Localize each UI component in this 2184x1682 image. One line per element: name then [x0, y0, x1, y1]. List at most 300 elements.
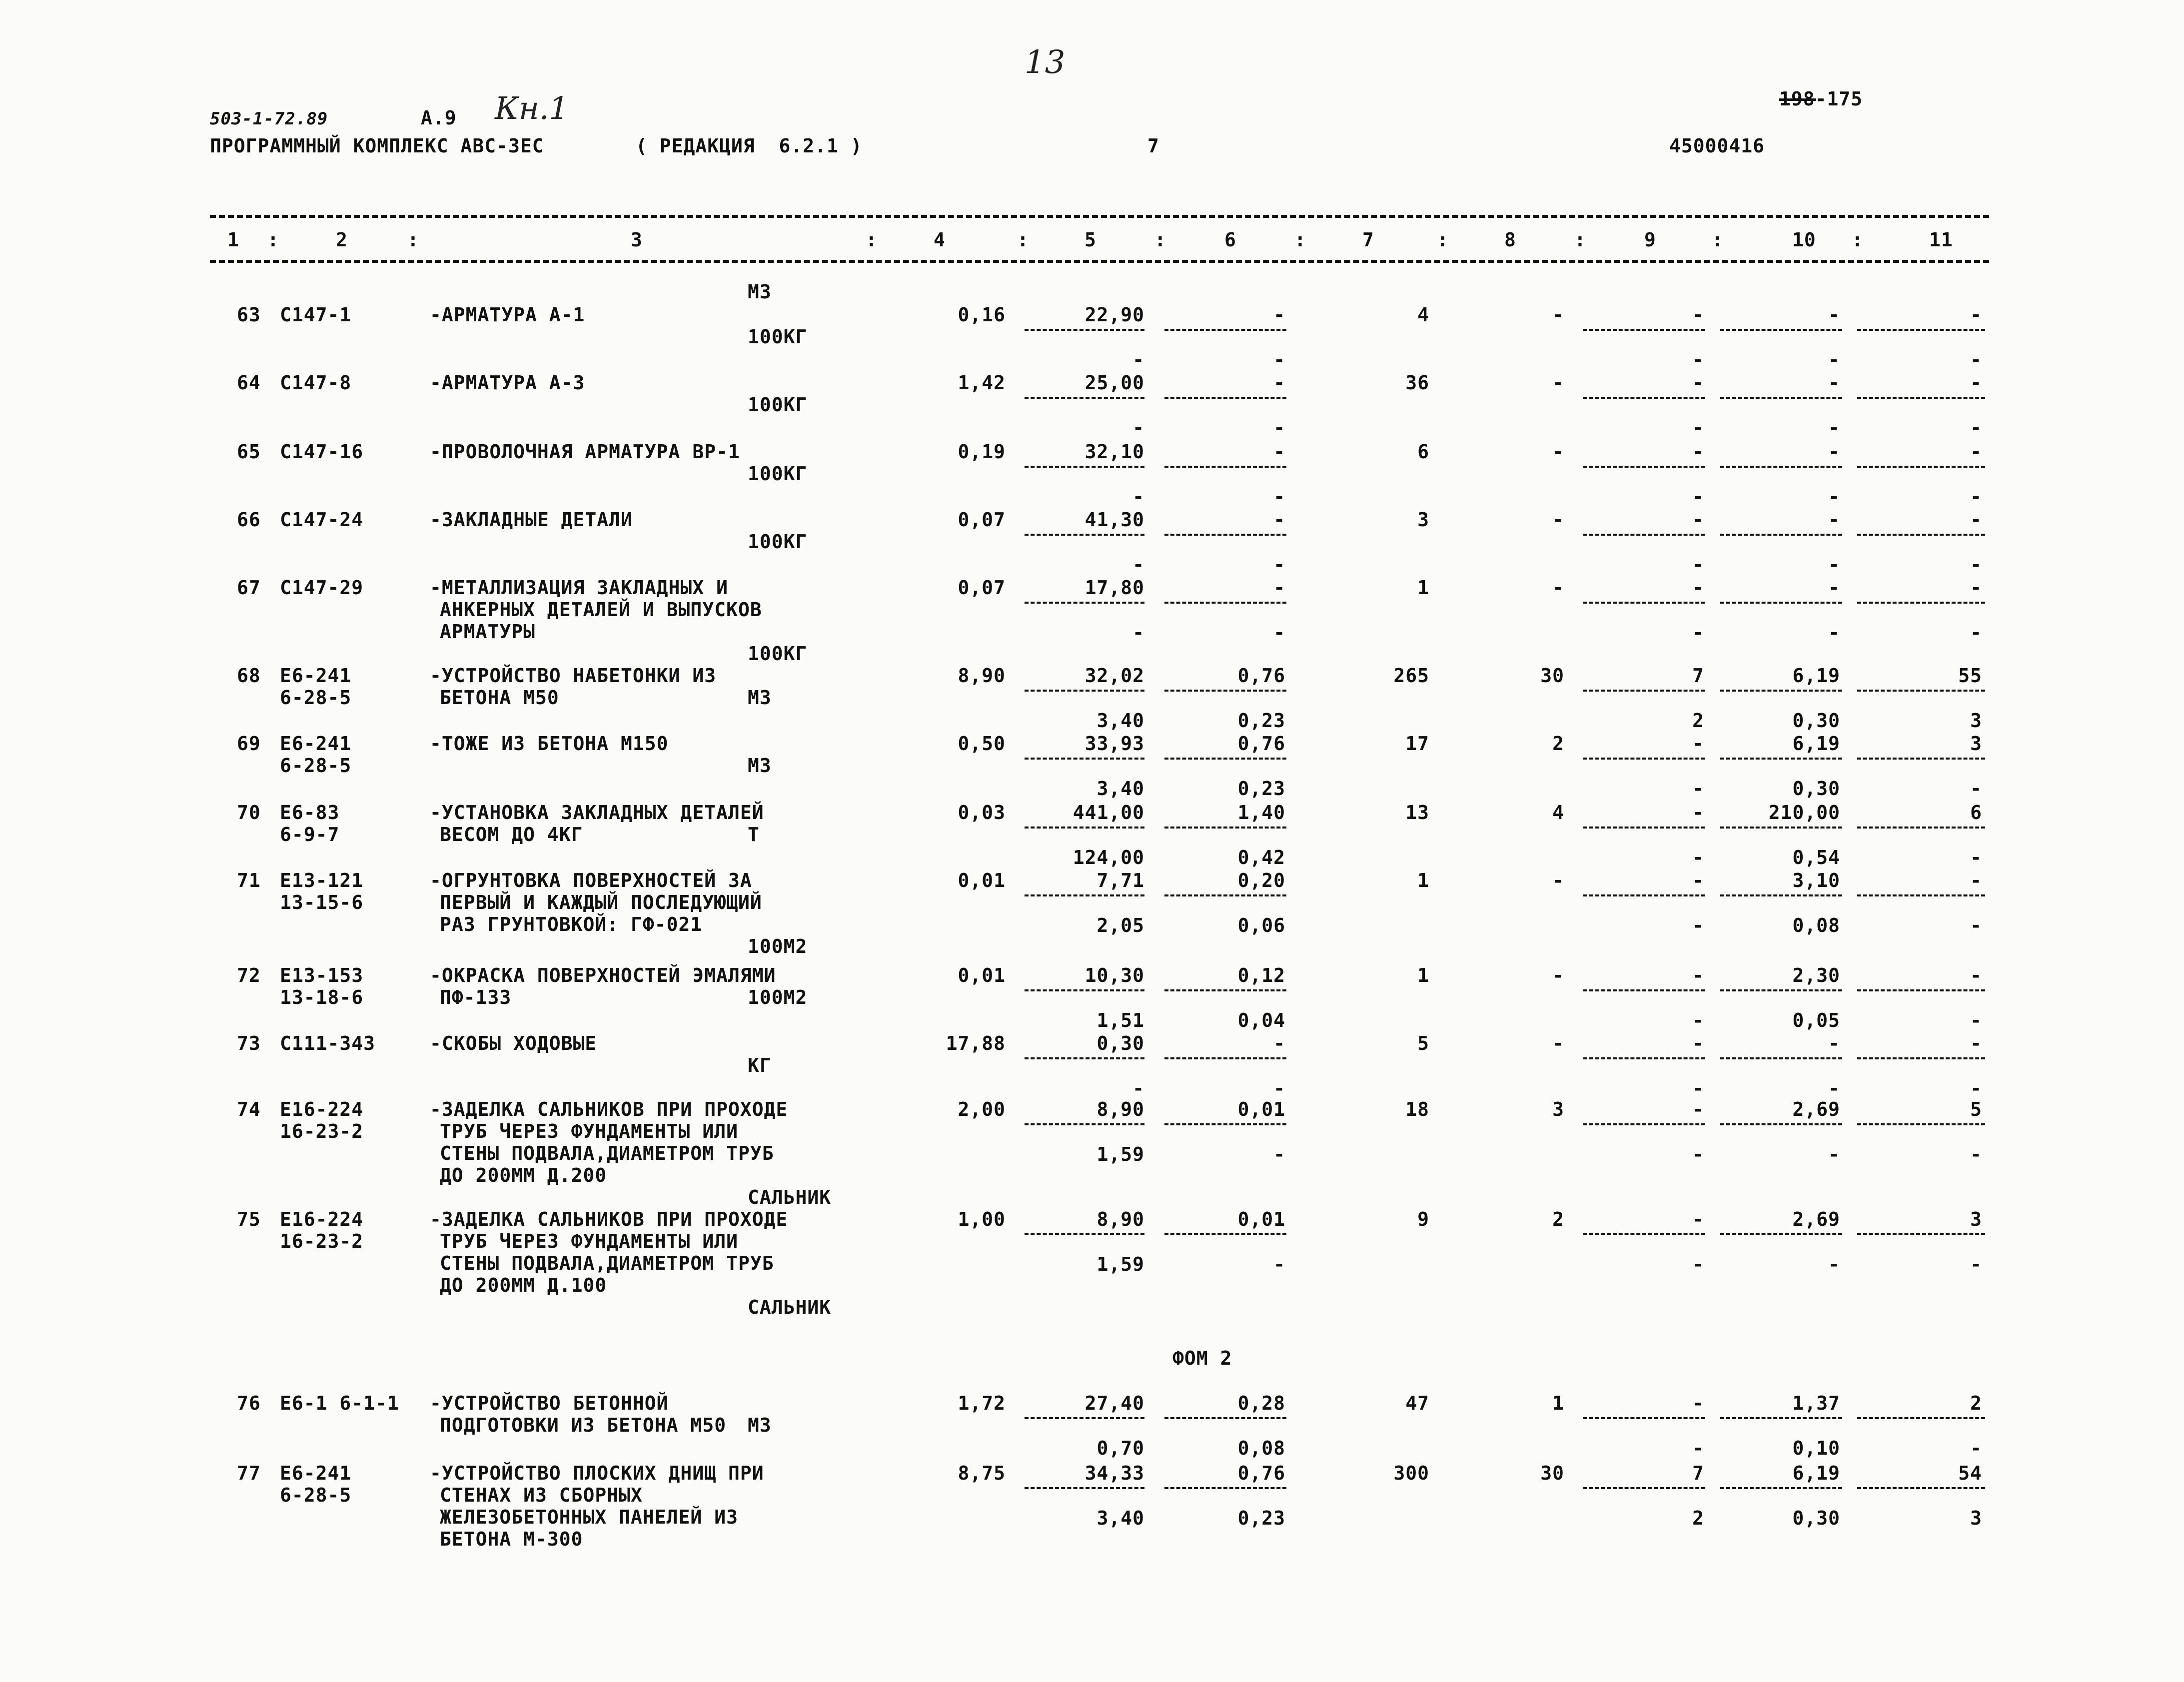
cell-c8: - [1552, 964, 1564, 986]
row-description-line: ТРУБ ЧЕРЕЗ ФУНДАМЕНТЫ ИЛИ [440, 1120, 738, 1142]
cell-separator-line [1583, 466, 1705, 468]
cell-separator-line [1720, 466, 1842, 468]
cell-c10: 1,37 [1792, 1392, 1840, 1414]
cell-second-c10: - [1828, 1253, 1840, 1275]
row-code-secondary: 13-18-6 [280, 986, 364, 1008]
cell-separator-line [1720, 827, 1842, 829]
cell-second-c10: 0,10 [1792, 1437, 1840, 1459]
cell-c10: - [1828, 372, 1840, 394]
cell-separator-line [1025, 1233, 1144, 1235]
cell-c8: - [1552, 869, 1564, 891]
cell-c7: 18 [1405, 1098, 1429, 1120]
cell-second-c9: - [1692, 1143, 1704, 1165]
row-code: С147-16 [280, 441, 364, 463]
cell-c5: 32,02 [1085, 665, 1144, 687]
column-header-5: 5 [1085, 229, 1096, 251]
cell-separator-line [1583, 1233, 1705, 1235]
row-description-line: ПЕРВЫЙ И КАЖДЫЙ ПОСЛЕДУЮЩИЙ [440, 891, 762, 913]
cell-second-c11: 3 [1970, 710, 1982, 732]
row-code: Е6-241 [280, 665, 352, 687]
cell-second-c10: 0,08 [1792, 914, 1840, 936]
cell-c7: 300 [1393, 1462, 1429, 1484]
row-description-line: -ТОЖЕ ИЗ БЕТОНА М150 [430, 733, 669, 755]
cell-separator-line [1025, 602, 1144, 604]
cell-c8: - [1552, 577, 1564, 599]
cell-c5: 33,93 [1085, 733, 1144, 755]
cell-separator-line [1164, 1487, 1286, 1489]
cell-second-c6: - [1273, 554, 1285, 576]
cell-second-c9: - [1692, 1077, 1704, 1099]
doc-code: 503-1-72.89 [210, 109, 328, 129]
cell-separator-line [1857, 602, 1985, 604]
cell-c4: 8,90 [958, 665, 1006, 687]
cell-separator-line [1164, 1057, 1286, 1059]
cell-c9: - [1692, 733, 1704, 755]
column-header-rule [210, 260, 1989, 263]
row-description-line: -ПРОВОЛОЧНАЯ АРМАТУРА ВР-1 [430, 441, 740, 463]
row-code-secondary: 16-23-2 [280, 1120, 364, 1142]
cell-c9: - [1692, 1392, 1704, 1414]
cell-second-c11: - [1970, 1009, 1982, 1031]
cell-c8: 30 [1540, 665, 1564, 687]
pre-unit: М3 [748, 281, 772, 303]
cell-second-c10: 0,30 [1792, 778, 1840, 800]
row-number: 64 [237, 372, 261, 394]
cell-c10: - [1828, 577, 1840, 599]
row-description-line: -ЗАДЕЛКА САЛЬНИКОВ ПРИ ПРОХОДЕ [430, 1208, 788, 1230]
cell-second-c6: 0,06 [1237, 914, 1285, 936]
column-header-11: 11 [1929, 229, 1953, 251]
cell-c6: - [1273, 372, 1285, 394]
cell-c8: - [1552, 1032, 1564, 1054]
column-separator: : [267, 229, 279, 251]
cell-separator-line [1857, 989, 1985, 991]
program-title: ПРОГРАММНЫЙ КОМПЛЕКС АВС-3ЕС [210, 135, 544, 157]
cell-second-c9: - [1692, 1437, 1704, 1459]
row-description-line: ПОДГОТОВКИ ИЗ БЕТОНА М50 [440, 1414, 727, 1436]
cell-c4: 0,01 [958, 869, 1006, 891]
cell-second-c5: - [1132, 554, 1144, 576]
row-code-secondary: 6-28-5 [280, 687, 352, 709]
cell-c5: 27,40 [1085, 1392, 1144, 1414]
row-code: Е6-241 [280, 733, 352, 755]
row-description-line: ТРУБ ЧЕРЕЗ ФУНДАМЕНТЫ ИЛИ [440, 1230, 738, 1252]
row-unit: САЛЬНИК [748, 1296, 832, 1318]
row-unit: 100КГ [748, 643, 808, 665]
row-code-secondary: 16-23-2 [280, 1230, 364, 1252]
cell-second-c9: - [1692, 417, 1704, 439]
row-description-line: АНКЕРНЫХ ДЕТАЛЕЙ И ВЫПУСКОВ [440, 599, 762, 621]
cell-separator-line [1857, 690, 1985, 692]
row-description-line: -ОГРУНТОВКА ПОВЕРХНОСТЕЙ ЗА [430, 869, 752, 891]
cell-c5: 7,71 [1096, 869, 1144, 891]
cell-c8: 1 [1552, 1392, 1564, 1414]
column-separator: : [407, 229, 419, 251]
cell-c8: 30 [1540, 1462, 1564, 1484]
cell-separator-line [1857, 534, 1985, 536]
cell-second-c5: 0,70 [1096, 1437, 1144, 1459]
row-description-line: -ЗАКЛАДНЫЕ ДЕТАЛИ [430, 509, 633, 531]
cell-c8: 3 [1552, 1098, 1564, 1120]
cell-second-c9: - [1692, 622, 1704, 644]
cell-separator-line [1164, 466, 1286, 468]
sheet-number: 7 [1147, 135, 1159, 157]
row-code-secondary: 6-28-5 [280, 1484, 352, 1506]
cell-separator-line [1583, 690, 1705, 692]
cell-c9: - [1692, 1032, 1704, 1054]
cell-c6: 0,12 [1237, 964, 1285, 986]
cell-c9: - [1692, 441, 1704, 463]
cell-second-c5: 1,59 [1096, 1253, 1144, 1275]
row-description-line: ДО 200ММ Д.200 [440, 1164, 607, 1186]
cell-separator-line [1583, 989, 1705, 991]
cell-c8: 2 [1552, 1208, 1564, 1230]
cell-c9: - [1692, 1208, 1704, 1230]
cell-second-c11: - [1970, 778, 1982, 800]
cell-separator-line [1720, 1233, 1842, 1235]
cell-separator-line [1164, 397, 1286, 399]
cell-c5: 0,30 [1096, 1032, 1144, 1054]
cell-separator-line [1720, 690, 1842, 692]
cell-c7: 47 [1405, 1392, 1429, 1414]
cell-c9: - [1692, 577, 1704, 599]
column-header-3: 3 [631, 229, 643, 251]
cell-c7: 13 [1405, 802, 1429, 824]
cell-c4: 2,00 [958, 1098, 1006, 1120]
cell-c6: - [1273, 577, 1285, 599]
cell-separator-line [1164, 329, 1286, 331]
row-unit: 100КГ [748, 326, 808, 348]
cell-c10: 3,10 [1792, 869, 1840, 891]
row-code-secondary: 13-15-6 [280, 891, 364, 913]
row-number: 66 [237, 509, 261, 531]
row-unit: М3 [748, 687, 772, 709]
cell-separator-line [1164, 827, 1286, 829]
cell-second-c6: - [1273, 1143, 1285, 1165]
cell-second-c6: - [1273, 622, 1285, 644]
cell-c10: 2,69 [1792, 1208, 1840, 1230]
cell-separator-line [1583, 329, 1705, 331]
cell-c11: 54 [1958, 1462, 1982, 1484]
row-number: 69 [237, 733, 261, 755]
cell-separator-line [1164, 1233, 1286, 1235]
row-number: 73 [237, 1032, 261, 1054]
cell-separator-line [1025, 1123, 1144, 1125]
cell-second-c9: 2 [1692, 1507, 1704, 1529]
row-unit: КГ [748, 1054, 772, 1076]
row-code-secondary: 6-9-7 [280, 824, 340, 845]
cell-second-c6: 0,04 [1237, 1009, 1285, 1031]
row-description-line: ВЕСОМ ДО 4КГ [440, 824, 583, 845]
cell-second-c5: - [1132, 622, 1144, 644]
row-description-line: -МЕТАЛЛИЗАЦИЯ ЗАКЛАДНЫХ И [430, 577, 728, 599]
row-number: 72 [237, 964, 261, 986]
cell-c9: 7 [1692, 1462, 1704, 1484]
column-separator: : [1154, 229, 1166, 251]
row-code: Е13-153 [280, 964, 364, 986]
column-header-7: 7 [1362, 229, 1374, 251]
cell-c6: 0,20 [1237, 869, 1285, 891]
column-header-9: 9 [1644, 229, 1656, 251]
cell-c8: 2 [1552, 733, 1564, 755]
cell-second-c11: - [1970, 349, 1982, 371]
cell-second-c6: 0,23 [1237, 710, 1285, 732]
cell-separator-line [1025, 989, 1144, 991]
cell-c6: - [1273, 509, 1285, 531]
cell-second-c5: 2,05 [1096, 914, 1144, 936]
column-header-6: 6 [1224, 229, 1236, 251]
cell-second-c9: - [1692, 846, 1704, 868]
row-description-line: РАЗ ГРУНТОВКОЙ: ГФ-021 [440, 913, 703, 935]
column-header-1: 1 [227, 229, 239, 251]
cell-second-c9: - [1692, 349, 1704, 371]
cell-c10: 6,19 [1792, 665, 1840, 687]
cell-separator-line [1025, 534, 1144, 536]
cell-c5: 41,30 [1085, 509, 1144, 531]
cell-second-c9: - [1692, 554, 1704, 576]
cell-c7: 6 [1417, 441, 1429, 463]
cell-c11: - [1970, 869, 1982, 891]
cell-c7: 265 [1393, 665, 1429, 687]
row-description-line: БЕТОНА М50 [440, 687, 559, 709]
cell-c6: - [1273, 441, 1285, 463]
cell-separator-line [1164, 894, 1286, 896]
cell-second-c9: - [1692, 778, 1704, 800]
row-code: Е16-224 [280, 1098, 364, 1120]
row-code: Е6-241 [280, 1462, 352, 1484]
cell-c6: 0,76 [1237, 665, 1285, 687]
cell-separator-line [1025, 827, 1144, 829]
row-number: 77 [237, 1462, 261, 1484]
cell-separator-line [1025, 397, 1144, 399]
cell-separator-line [1720, 602, 1842, 604]
row-unit: 100КГ [748, 463, 808, 485]
cell-c7: 9 [1417, 1208, 1429, 1230]
row-description-line: ПФ-133 [440, 986, 512, 1008]
cell-separator-line [1583, 1123, 1705, 1125]
cell-separator-line [1164, 989, 1286, 991]
row-description-line: ДО 200ММ Д.100 [440, 1274, 607, 1296]
row-number: 68 [237, 665, 261, 687]
cell-c6: 1,40 [1237, 802, 1285, 824]
row-number: 71 [237, 869, 261, 891]
cell-separator-line [1720, 397, 1842, 399]
cell-separator-line [1025, 329, 1144, 331]
cell-separator-line [1583, 827, 1705, 829]
cell-c10: 2,69 [1792, 1098, 1840, 1120]
row-unit: М3 [748, 1414, 772, 1436]
column-separator: : [1437, 229, 1449, 251]
cell-separator-line [1164, 602, 1286, 604]
cell-second-c10: - [1828, 417, 1840, 439]
cell-c10: - [1828, 304, 1840, 326]
cell-c11: 3 [1970, 1208, 1982, 1230]
cell-separator-line [1164, 758, 1286, 760]
cell-separator-line [1857, 827, 1985, 829]
cell-c11: - [1970, 1032, 1982, 1054]
cell-separator-line [1583, 758, 1705, 760]
cell-second-c11: - [1970, 1077, 1982, 1099]
cell-second-c6: 0,23 [1237, 1507, 1285, 1529]
cell-c11: - [1970, 441, 1982, 463]
cell-c5: 32,10 [1085, 441, 1144, 463]
row-number: 63 [237, 304, 261, 326]
row-code: Е16-224 [280, 1208, 364, 1230]
cell-separator-line [1720, 989, 1842, 991]
cell-second-c5: 1,59 [1096, 1143, 1144, 1165]
cell-c6: - [1273, 1032, 1285, 1054]
cell-c8: - [1552, 441, 1564, 463]
cell-separator-line [1583, 1487, 1705, 1489]
cell-second-c5: 124,00 [1073, 846, 1144, 868]
cell-c10: 210,00 [1768, 802, 1840, 824]
cell-second-c11: - [1970, 1143, 1982, 1165]
cell-c6: 0,01 [1237, 1098, 1285, 1120]
cell-second-c5: 3,40 [1096, 710, 1144, 732]
cell-c10: 6,19 [1792, 733, 1840, 755]
cell-c10: 2,30 [1792, 964, 1840, 986]
cell-separator-line [1857, 397, 1985, 399]
cell-separator-line [1720, 1123, 1842, 1125]
cell-separator-line [1857, 1123, 1985, 1125]
cell-c5: 22,90 [1085, 304, 1144, 326]
cell-second-c11: - [1970, 1437, 1982, 1459]
cell-c11: - [1970, 964, 1982, 986]
cell-c11: - [1970, 372, 1982, 394]
row-code: Е6-1 6-1-1 [280, 1392, 399, 1414]
row-code: Е6-83 [280, 802, 340, 824]
cell-separator-line [1164, 690, 1286, 692]
book-label: Кн.1 [495, 90, 569, 126]
row-number: 76 [237, 1392, 261, 1414]
column-separator: : [1852, 229, 1864, 251]
cell-c4: 17,88 [946, 1032, 1006, 1054]
cell-second-c6: - [1273, 1253, 1285, 1275]
column-separator: : [1017, 229, 1029, 251]
column-separator: : [1294, 229, 1306, 251]
page-number: 13 [1025, 44, 1066, 81]
cell-second-c11: - [1970, 846, 1982, 868]
row-unit: 100М2 [748, 935, 808, 957]
cell-second-c11: - [1970, 486, 1982, 508]
cell-separator-line [1720, 1417, 1842, 1419]
cell-second-c11: - [1970, 417, 1982, 439]
cell-separator-line [1857, 1057, 1985, 1059]
cell-second-c5: - [1132, 486, 1144, 508]
cell-c7: 1 [1417, 964, 1429, 986]
cell-second-c10: - [1828, 1143, 1840, 1165]
row-description-line: СТЕНЫ ПОДВАЛА,ДИАМЕТРОМ ТРУБ [440, 1142, 774, 1164]
cell-separator-line [1720, 1057, 1842, 1059]
row-description-line: -УСТАНОВКА ЗАКЛАДНЫХ ДЕТАЛЕЙ [430, 802, 764, 824]
table-top-rule [210, 215, 1989, 218]
cell-separator-line [1583, 894, 1705, 896]
cell-c4: 0,19 [958, 441, 1006, 463]
cell-second-c6: - [1273, 1077, 1285, 1099]
row-unit: 100КГ [748, 531, 808, 553]
row-number: 75 [237, 1208, 261, 1230]
cell-second-c6: - [1273, 417, 1285, 439]
cell-second-c6: 0,42 [1237, 846, 1285, 868]
row-code-secondary: 6-28-5 [280, 755, 352, 777]
cell-c4: 1,42 [958, 372, 1006, 394]
cell-separator-line [1025, 1417, 1144, 1419]
cell-c7: 1 [1417, 577, 1429, 599]
row-unit: 100КГ [748, 394, 808, 416]
cell-separator-line [1720, 894, 1842, 896]
row-description-line: -ЗАДЕЛКА САЛЬНИКОВ ПРИ ПРОХОДЕ [430, 1098, 788, 1120]
cell-c9: - [1692, 372, 1704, 394]
cell-c11: - [1970, 304, 1982, 326]
column-header-8: 8 [1504, 229, 1516, 251]
cell-second-c6: 0,23 [1237, 778, 1285, 800]
cell-separator-line [1583, 602, 1705, 604]
cell-separator-line [1025, 466, 1144, 468]
cell-c11: 5 [1970, 1098, 1982, 1120]
cell-c7: 1 [1417, 869, 1429, 891]
cell-c7: 5 [1417, 1032, 1429, 1054]
cell-c4: 0,07 [958, 509, 1006, 531]
cell-separator-line [1857, 1417, 1985, 1419]
cell-c4: 0,03 [958, 802, 1006, 824]
cell-c5: 17,80 [1085, 577, 1144, 599]
cell-c8: - [1552, 509, 1564, 531]
cell-second-c10: - [1828, 1077, 1840, 1099]
row-description-line: АРМАТУРЫ [440, 621, 536, 643]
cell-c10: - [1828, 1032, 1840, 1054]
cell-second-c9: - [1692, 1009, 1704, 1031]
cell-separator-line [1857, 466, 1985, 468]
cell-second-c5: - [1132, 349, 1144, 371]
cell-c11: 55 [1958, 665, 1982, 687]
cell-c4: 1,72 [958, 1392, 1006, 1414]
cell-second-c9: 2 [1692, 710, 1704, 732]
cell-c11: 3 [1970, 733, 1982, 755]
cell-c6: 0,76 [1237, 733, 1285, 755]
row-unit: 100М2 [748, 986, 808, 1008]
cell-c4: 1,00 [958, 1208, 1006, 1230]
cell-separator-line [1025, 1057, 1144, 1059]
row-description-line: -ОКРАСКА ПОВЕРХНОСТЕЙ ЭМАЛЯМИ [430, 964, 776, 986]
cell-c6: 0,28 [1237, 1392, 1285, 1414]
column-header-10: 10 [1792, 229, 1816, 251]
row-code: Е13-121 [280, 869, 364, 891]
row-unit: Т [748, 824, 760, 845]
cell-c8: - [1552, 372, 1564, 394]
cell-c6: - [1273, 304, 1285, 326]
row-code: С147-8 [280, 372, 352, 394]
cell-separator-line [1583, 1417, 1705, 1419]
cell-separator-line [1857, 1233, 1985, 1235]
doc-id: 45000416 [1669, 135, 1765, 157]
cell-c8: - [1552, 304, 1564, 326]
cell-c7: 17 [1405, 733, 1429, 755]
cell-second-c5: 3,40 [1096, 778, 1144, 800]
cell-c5: 34,33 [1085, 1462, 1144, 1484]
section-label: ФОМ 2 [1172, 1347, 1232, 1369]
cell-c5: 441,00 [1073, 802, 1144, 824]
cell-c10: - [1828, 509, 1840, 531]
cell-c6: 0,76 [1237, 1462, 1285, 1484]
cell-c4: 0,50 [958, 733, 1006, 755]
row-description-line: СТЕНЫ ПОДВАЛА,ДИАМЕТРОМ ТРУБ [440, 1252, 774, 1274]
cell-separator-line [1720, 329, 1842, 331]
row-description-line: ЖЕЛЕЗОБЕТОННЫХ ПАНЕЛЕЙ ИЗ [440, 1506, 738, 1528]
cell-second-c10: - [1828, 622, 1840, 644]
cell-c4: 0,07 [958, 577, 1006, 599]
cell-second-c10: 0,30 [1792, 1507, 1840, 1529]
cell-c10: 6,19 [1792, 1462, 1840, 1484]
